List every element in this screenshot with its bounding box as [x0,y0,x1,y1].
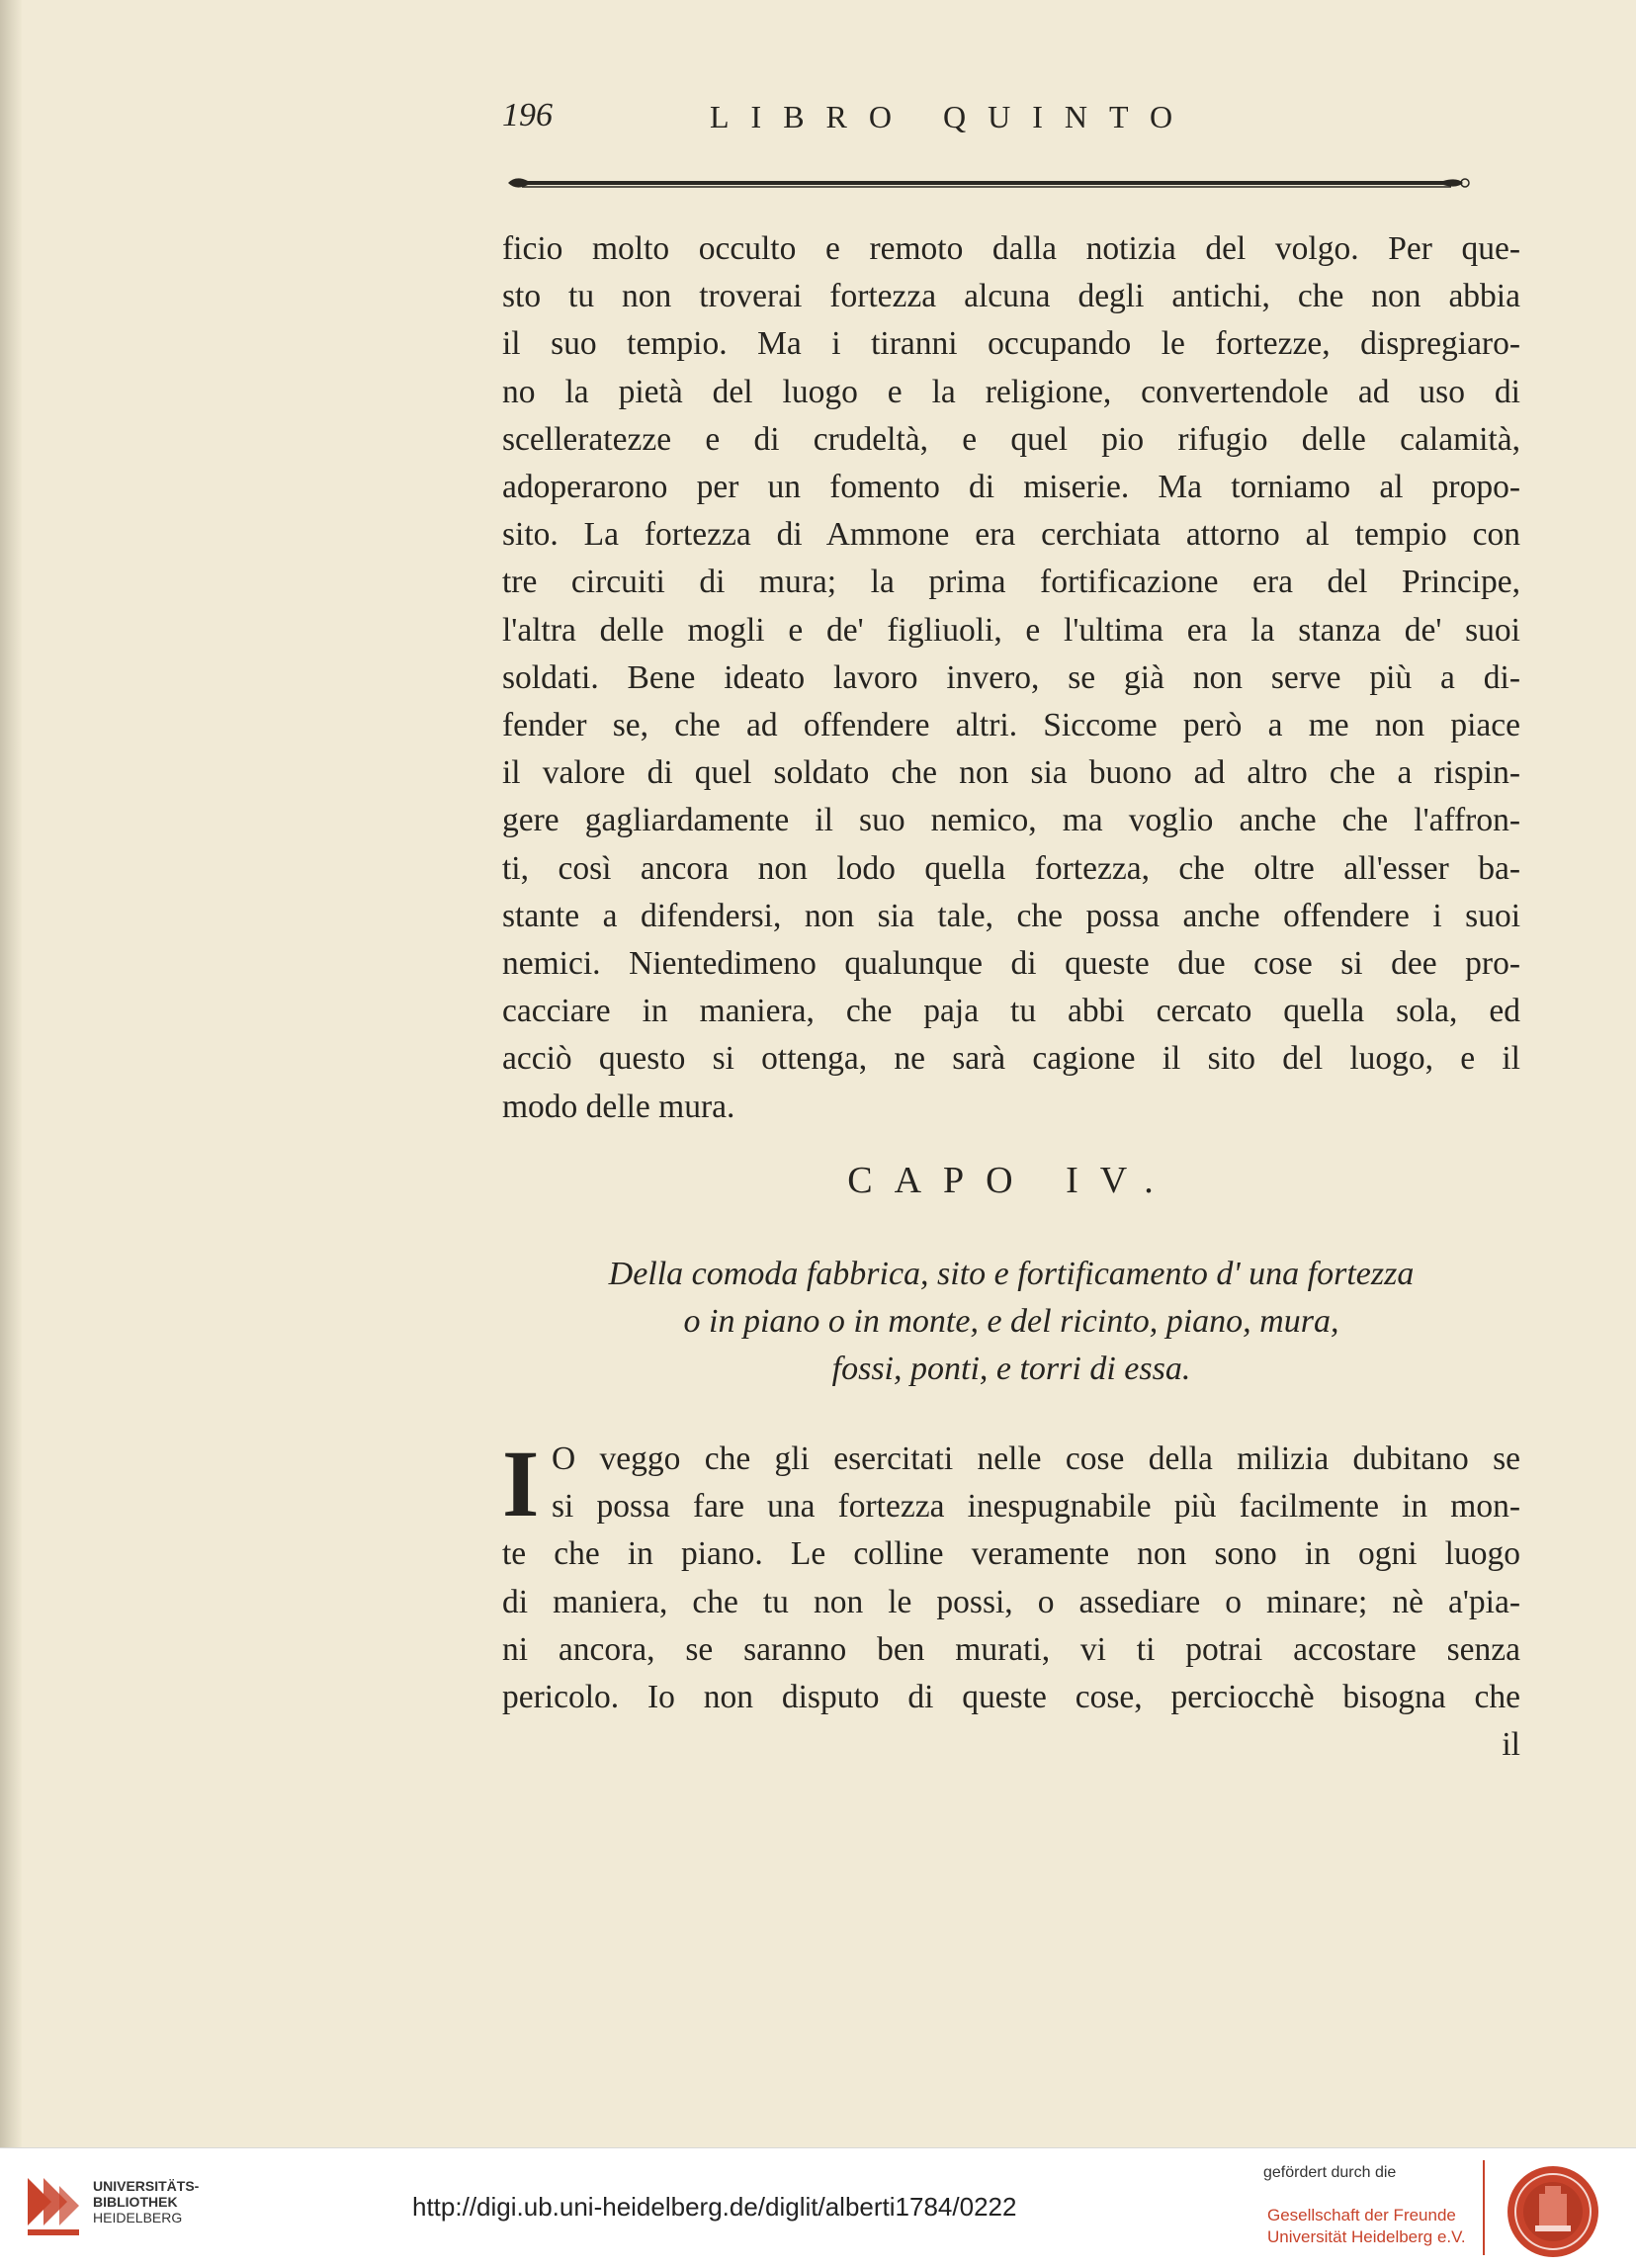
text-line: O veggo che gli esercitati nelle cose della milizia dubitano se [552,1440,1520,1477]
text-line: scelleratezze e di crudeltà, e quel pio rifugio delle calamità, [502,420,1520,458]
ub-heidelberg-logo-icon[interactable] [22,2172,85,2243]
text-line: ni ancora, se saranno ben murati, vi ti potrai accostare senza [502,1630,1520,1668]
sponsor-name-line: Gesellschaft der Freunde [1267,2206,1456,2224]
text-line: il valore di quel soldato che non sia buono ad altro che a rispin- [502,754,1520,792]
text-line: l'altra delle mogli e de' figliuoli, e l'ultima era la stanza de' suoi [502,611,1520,649]
body-paragraph [502,225,1520,1131]
text-line: stante a difendersi, non sia tale, che possa anche offendere i suoi [502,897,1520,934]
text-line: pericolo. Io non disputo di queste cose, perciocchè bisogna che [502,1679,1520,1716]
chapter-subtitle [502,1251,1520,1393]
running-head [502,97,1471,136]
text-line: tre circuiti di mura; la prima fortificazione era del Principe, [502,564,1520,601]
library-name-line: UNIVERSITÄTS- [93,2178,200,2194]
text-line: fender se, che ad offendere altri. Siccome però a me non piace [502,707,1520,744]
text-line: modo delle mura. [502,1088,735,1125]
page-number: 196 [502,97,553,133]
library-name-line: HEIDELBERG [93,2210,183,2225]
text-line: nemici. Nientedimeno qualunque di queste due cose si dee pro- [502,945,1520,983]
subtitle-line: Della comoda fabbrica, sito e fortificamento d' una fortezza [608,1256,1415,1292]
sponsor-label: gefördert durch die [1263,2164,1397,2181]
text-line: sto tu non troverai fortezza alcuna degli antichi, che non abbia [502,278,1520,315]
text-line: ti, così ancora non lodo quella fortezza, che oltre all'esser ba- [502,849,1520,887]
drop-cap: I [502,1431,540,1536]
text-line: gere gagliardamente il suo nemico, ma voglio anche che l'affron- [502,802,1520,839]
text-line: acciò questo si ottenga, ne sarà cagione il sito del luogo, e il [502,1040,1520,1078]
ornamental-rule [502,175,1471,191]
sponsor-name-line: Universität Heidelberg e.V. [1267,2227,1466,2246]
permalink-url[interactable]: http://digi.ub.uni-heidelberg.de/diglit/alberti1784/0222 [412,2192,1017,2222]
subtitle-line: o in piano o in monte, e del ricinto, piano, mura, [683,1303,1339,1340]
sponsor-name[interactable] [1267,2205,1466,2248]
footer-bar [0,2147,1636,2268]
running-title: LIBRO QUINTO [710,99,1195,134]
book-gutter [0,0,22,2147]
text-line: adoperarono per un fomento di miserie. Ma torniamo al propo- [502,469,1520,506]
text-line: cacciare in maniera, che paja tu abbi cercato quella sola, ed [502,993,1520,1030]
text-line: soldati. Bene ideato lavoro invero, se già non serve più a di- [502,658,1520,696]
text-line: te che in piano. Le colline veramente non sono in ogni luogo [502,1535,1520,1573]
sponsor-divider [1483,2160,1485,2255]
text-line: no la pietà del luogo e la religione, convertendole ad uso di [502,373,1520,410]
section-paragraph [502,1431,1520,1769]
text-line: di maniera, che tu non le possi, o assediare o minare; nè a'pia- [502,1583,1520,1620]
text-line: sito. La fortezza di Ammone era cerchiata attorno al tempio con [502,516,1520,554]
chapter-title: CAPO IV. [847,1160,1175,1201]
library-name-line: BIBLIOTHEK [93,2194,178,2210]
library-name[interactable] [93,2178,199,2225]
text-line: ficio molto occulto e remoto dalla notizia del volgo. Per que- [502,230,1520,267]
subtitle-line: fossi, ponti, e torri di essa. [831,1351,1191,1387]
university-seal-icon[interactable] [1506,2164,1600,2259]
catchword: il [1502,1726,1520,1764]
text-line: il suo tempio. Ma i tiranni occupando le fortezze, dispregiaro- [502,325,1520,363]
text-line: si possa fare una fortezza inespugnabile più facilmente in mon- [552,1488,1520,1526]
